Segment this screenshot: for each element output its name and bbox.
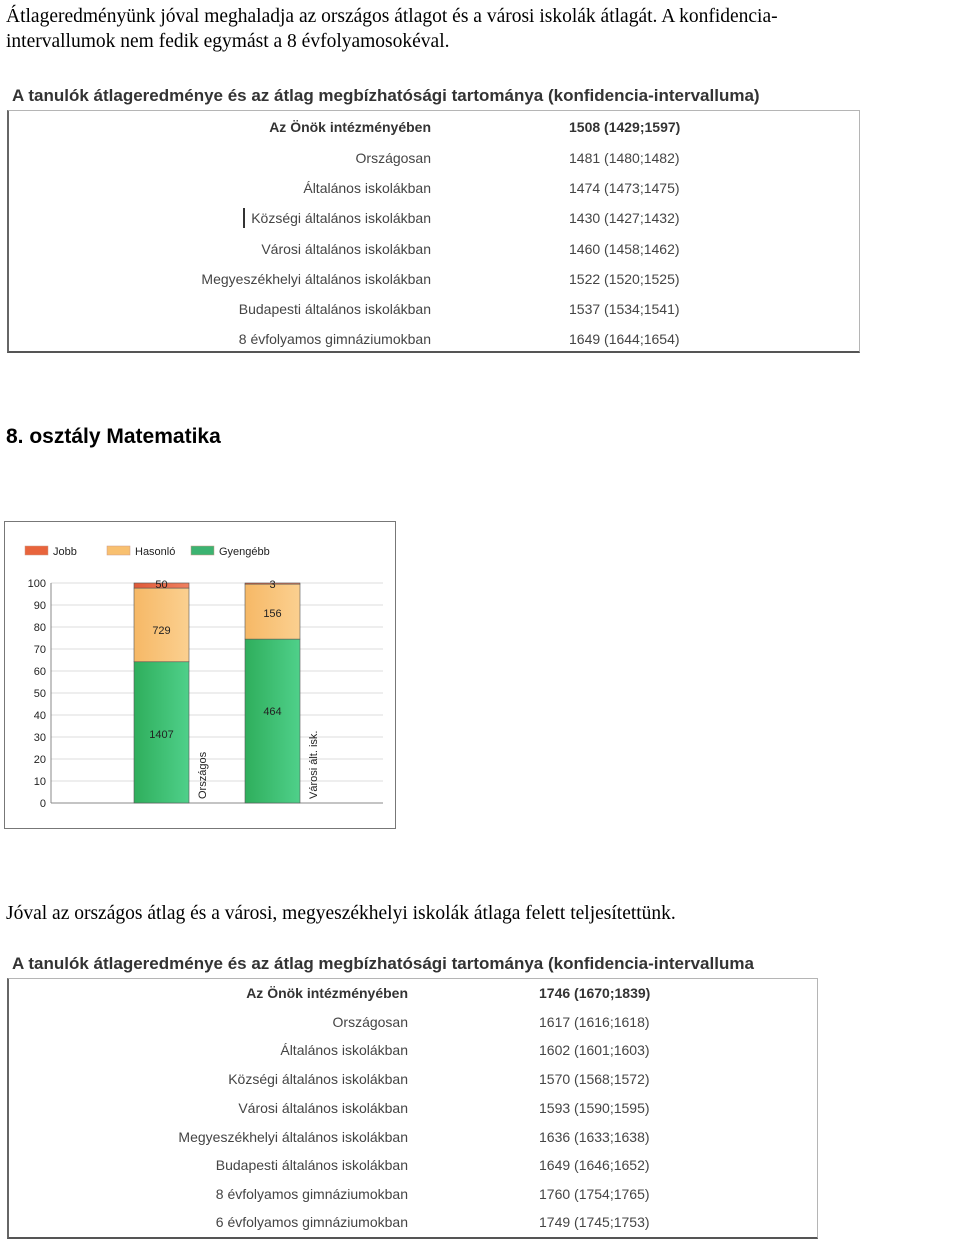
bar-segment-gyengébb bbox=[245, 639, 300, 803]
panel1-row-label: Budapesti általános iskolákban bbox=[238, 301, 431, 317]
panel1-row-label: Az Önök intézményében bbox=[269, 119, 431, 135]
panel1-row-value: 1481 (1480;1482) bbox=[569, 150, 680, 166]
panel1-row-label: Megyeszékhelyi általános iskolákban bbox=[201, 271, 431, 287]
y-tick-label: 10 bbox=[33, 776, 46, 788]
panel2-row-label: 8 évfolyamos gimnáziumokban bbox=[215, 1186, 408, 1202]
panel2-row-value: 1570 (1568;1572) bbox=[539, 1071, 650, 1087]
intro-line-2: intervallumok nem fedik egymást a 8 évfolyamosokéval. bbox=[6, 31, 450, 52]
y-tick-label: 80 bbox=[33, 622, 46, 634]
panel1-row-label: Városi általános iskolákban bbox=[261, 241, 431, 257]
panel2-row-value: 1649 (1646;1652) bbox=[539, 1157, 650, 1173]
panel1-row-value: 1508 (1429;1597) bbox=[569, 119, 681, 135]
panel2-row-value: 1602 (1601;1603) bbox=[539, 1042, 650, 1058]
panel1-row-label: Községi általános iskolákban bbox=[251, 210, 431, 226]
y-tick-label: 20 bbox=[33, 754, 46, 766]
panel2-row-label: Községi általános iskolákban bbox=[228, 1071, 408, 1087]
panel2-row-label: 6 évfolyamos gimnáziumokban bbox=[215, 1214, 408, 1230]
legend-label: Gyengébb bbox=[219, 546, 270, 558]
legend-swatch-3 bbox=[191, 546, 214, 555]
panel2-row-value: 1617 (1616;1618) bbox=[539, 1014, 650, 1030]
text-cursor-mark bbox=[243, 208, 245, 228]
panel2-row-label: Városi általános iskolákban bbox=[238, 1100, 408, 1116]
data-label: 1407 bbox=[149, 728, 174, 741]
panel1-row-value: 1537 (1534;1541) bbox=[569, 301, 680, 317]
panel1-row-value: 1460 (1458;1462) bbox=[569, 241, 680, 257]
panel2-box bbox=[7, 978, 818, 1239]
panel2-row-label: Megyeszékhelyi általános iskolákban bbox=[178, 1129, 408, 1145]
legend-label: Jobb bbox=[53, 546, 77, 558]
category-label: Városi ált. isk. bbox=[308, 730, 320, 799]
intro-line-1: Átlageredményünk jóval meghaladja az országos átlagot és a városi iskolák átlagát. A konfidencia- bbox=[6, 6, 778, 27]
panel1-title: A tanulók átlageredménye és az átlag megbízhatósági tartománya (konfidencia-intervalluma) bbox=[12, 86, 760, 105]
y-tick-label: 50 bbox=[33, 688, 46, 700]
panel1-box bbox=[7, 110, 860, 353]
y-tick-label: 0 bbox=[39, 798, 46, 810]
legend-swatch-2 bbox=[107, 546, 130, 555]
legend-swatch-1 bbox=[25, 546, 48, 555]
y-tick-label: 100 bbox=[27, 578, 46, 590]
closing-paragraph: Jóval az országos átlag és a városi, megyeszékhelyi iskolák átlaga felett teljesítettünk. bbox=[6, 903, 676, 924]
stacked-bar-chart bbox=[4, 521, 396, 829]
panel2-row-label: Általános iskolákban bbox=[280, 1042, 408, 1058]
data-label: 3 bbox=[269, 579, 276, 591]
panel2-row-label: Budapesti általános iskolákban bbox=[215, 1157, 408, 1173]
y-tick-label: 60 bbox=[33, 666, 46, 678]
section-heading: 8. osztály Matematika bbox=[6, 425, 221, 448]
panel1-row-value: 1649 (1644;1654) bbox=[569, 331, 680, 347]
panel1-row-value: 1474 (1473;1475) bbox=[569, 180, 680, 196]
y-tick-label: 30 bbox=[33, 732, 46, 744]
data-label: 50 bbox=[155, 579, 168, 591]
panel1-row-label: Országosan bbox=[355, 150, 431, 166]
panel1-row-label: Általános iskolákban bbox=[303, 180, 431, 196]
panel2-row-value: 1749 (1745;1753) bbox=[539, 1214, 650, 1230]
panel2-row-label: Országosan bbox=[332, 1014, 408, 1030]
data-label: 729 bbox=[152, 625, 171, 638]
panel2-row-value: 1746 (1670;1839) bbox=[539, 985, 651, 1001]
panel2-title: A tanulók átlageredménye és az átlag megbízhatósági tartománya (konfidencia-intervalluma bbox=[12, 954, 754, 973]
panel1-row-value: 1430 (1427;1432) bbox=[569, 210, 680, 226]
y-tick-label: 40 bbox=[33, 710, 46, 722]
y-tick-label: 70 bbox=[33, 644, 46, 656]
intro-paragraph bbox=[6, 4, 778, 54]
data-label: 156 bbox=[263, 608, 282, 621]
panel2-row-value: 1593 (1590;1595) bbox=[539, 1100, 650, 1116]
panel1-row-label: 8 évfolyamos gimnáziumokban bbox=[238, 331, 431, 347]
y-tick-label: 90 bbox=[33, 600, 46, 612]
data-label: 464 bbox=[263, 706, 282, 719]
chart-svg bbox=[5, 522, 395, 828]
panel2-row-value: 1760 (1754;1765) bbox=[539, 1186, 650, 1202]
legend-label: Hasonló bbox=[135, 546, 176, 558]
panel1-row-value: 1522 (1520;1525) bbox=[569, 271, 680, 287]
panel2-row-value: 1636 (1633;1638) bbox=[539, 1129, 650, 1145]
panel2-row-label: Az Önök intézményében bbox=[246, 985, 408, 1001]
category-label: Országos bbox=[197, 751, 209, 799]
